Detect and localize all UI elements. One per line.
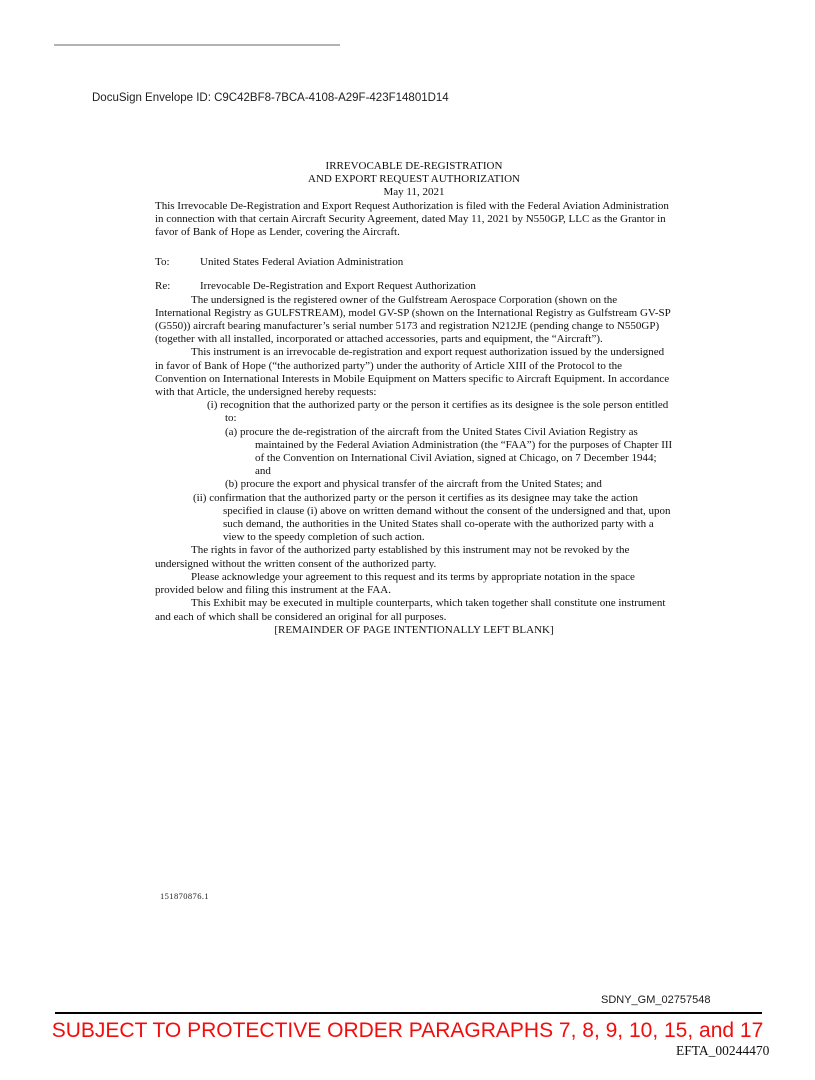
- document-title-line1: IRREVOCABLE DE-REGISTRATION: [325, 160, 503, 172]
- remainder-of-page-notice: [REMAINDER OF PAGE INTENTIONALLY LEFT BLANK]: [274, 623, 554, 636]
- counterparts-paragraph: This Exhibit may be executed in multiple counterparts, which taken together shall constitute one instrument and each of which shall be considered an original for all purposes.: [155, 597, 666, 623]
- acknowledge-paragraph: Please acknowledge your agreement to this request and its terms by appropriate notation in the space provided below and filing this instrument at the FAA.: [155, 570, 635, 597]
- to-line: [155, 256, 673, 269]
- top-divider-rule: [54, 44, 340, 46]
- re-line: [155, 280, 673, 293]
- document-date: May 11, 2021: [383, 186, 445, 199]
- intro-paragraph: This Irrevocable De-Registration and Export Request Authorization is filed with the Federal Aviation Administration in connection with that certain Aircraft Security Agreement, dated May 11, 2021 by N550GP, LLC as the Grantor in favor of Bank of Hope as Lender, covering the Aircraft.: [155, 199, 669, 239]
- docusign-envelope-id: DocuSign Envelope ID: C9C42BF8-7BCA-4108-A29F-423F14801D14: [92, 92, 449, 104]
- footer-divider-rule: [55, 1012, 762, 1014]
- re-value: Irrevocable De-Registration and Export Request Authorization: [200, 280, 476, 293]
- document-control-number: 151870876.1: [160, 891, 210, 901]
- rights-paragraph: The rights in favor of the authorized party established by this instrument may not be revoked by the undersigned without the written consent of the authorized party.: [155, 544, 630, 570]
- instrument-paragraph: This instrument is an irrevocable de-registration and export request authorization issued by the undersigned in favor of Bank of Hope (“the authorized party”) under the authority of Article XIII of the Protocol to the Convention on International Interests in Mobile Equipment on Matters specific to Aircraft Equipment. In accordance with that Article, the undersigned hereby requests:: [155, 346, 670, 399]
- to-label: To:: [155, 256, 170, 269]
- clause-ii: (ii) confirmation that the authorized party or the person it certifies as its designee may take the action specified in clause (i) above on written demand without the consent of the undersigned and that, upon such demand, the authorities in the United States shall co-operate with the authorized party with a view to the speedy completion of such action.: [193, 491, 671, 544]
- clause-i-b: (b) procure the export and physical transfer of the aircraft from the United States; and: [225, 478, 602, 491]
- bates-number-sdny: SDNY_GM_02757548: [601, 994, 711, 1006]
- to-value: United States Federal Aviation Administration: [200, 256, 404, 269]
- protective-order-stamp: SUBJECT TO PROTECTIVE ORDER PARAGRAPHS 7, 8, 9, 10, 15, and 17: [51, 1019, 764, 1042]
- registered-owner-paragraph: The undersigned is the registered owner of the Gulfstream Aerospace Corporation (shown on the International Registry as GULFSTREAM), model GV-SP (shown on the International Registry as Gulfstream GV-SP (G550)) aircraft bearing manufacturer’s serial number 5173 and registration N212JE (pending change to N550GP) (together with all installed, incorporated or attached accessories, parts and equipment, the “Aircraft”).: [155, 293, 671, 346]
- clause-i: (i) recognition that the authorized party or the person it certifies as its designee is the sole person entitled to:: [207, 399, 669, 425]
- document-body: [155, 160, 673, 637]
- bates-number-efta: EFTA_00244470: [676, 1043, 770, 1058]
- clause-i-a: (a) procure the de-registration of the aircraft from the United States Civil Aviation Registry as maintained by the Federal Aviation Administration (the “FAA”) for the purposes of Chapter III of the Convention on International Civil Aviation, signed at Chicago, on 7 December 1944; and: [225, 425, 673, 478]
- re-label: Re:: [155, 280, 171, 293]
- document-title-line2: AND EXPORT REQUEST AUTHORIZATION: [308, 173, 520, 186]
